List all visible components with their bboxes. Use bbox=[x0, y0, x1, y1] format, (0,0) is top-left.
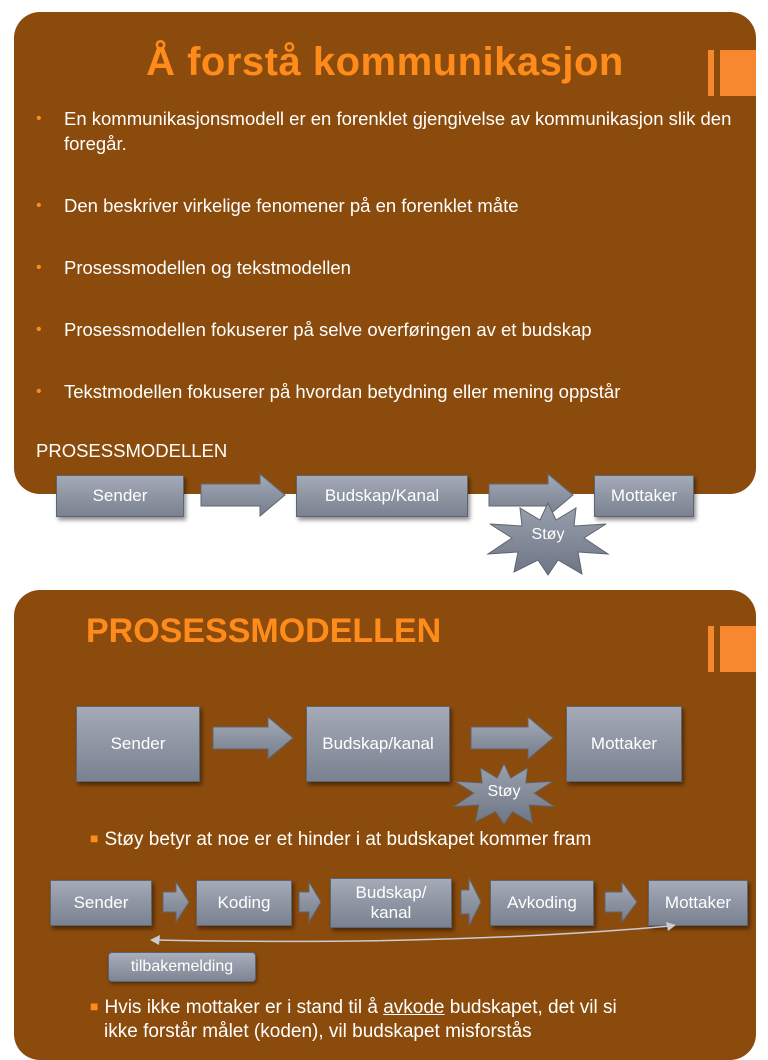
bullet-dot-icon: • bbox=[36, 259, 42, 276]
noise-label: Støy bbox=[531, 526, 565, 543]
avkode-link[interactable]: avkode bbox=[383, 997, 445, 1018]
bullet-dot-icon: • bbox=[36, 383, 42, 400]
receiver-box: Mottaker bbox=[648, 880, 748, 926]
sender-box: Sender bbox=[56, 475, 184, 517]
accent-decoration bbox=[708, 626, 756, 672]
arrow-right-icon bbox=[162, 880, 190, 924]
noise-label: Støy bbox=[487, 783, 521, 800]
receiver-box: Mottaker bbox=[594, 475, 694, 517]
bullet-dot-icon: • bbox=[36, 110, 42, 127]
channel-box: Budskap/ kanal bbox=[330, 878, 452, 928]
receiver-box: Mottaker bbox=[566, 706, 682, 782]
bullet-item: • Tekstmodellen fokuserer på hvordan betydning eller mening oppstår bbox=[36, 381, 621, 402]
channel-box: Budskap/kanal bbox=[306, 706, 450, 782]
section-label: PROSESSMODELLEN bbox=[36, 440, 228, 461]
bullet-item: ■ Hvis ikke mottaker er i stand til å avkode budskapet, det vil si ikke forstår målet (koden), vil budskapet misforstås bbox=[90, 997, 617, 1042]
feedback-label: tilbakemelding bbox=[108, 952, 256, 982]
bullet-dot-icon: • bbox=[36, 321, 42, 338]
bullet-item: • Prosessmodellen fokuserer på selve overføringen av et budskap bbox=[36, 319, 592, 340]
bullet-item: ■ Støy betyr at noe er et hinder i at budskapet kommer fram bbox=[90, 829, 592, 850]
channel-box: Budskap/Kanal bbox=[296, 475, 468, 517]
arrow-right-icon bbox=[298, 880, 322, 924]
decoding-box: Avkoding bbox=[490, 880, 594, 926]
slide-1 bbox=[14, 12, 756, 494]
bullet-item: • Den beskriver virkelige fenomener på en forenklet måte bbox=[36, 195, 519, 216]
arrow-right-icon bbox=[200, 473, 286, 517]
arrow-right-icon bbox=[470, 716, 554, 760]
bullet-item: • En kommunikasjonsmodell er en forenklet gjengivelse av kommunikasjon slik den foregår. bbox=[36, 108, 732, 154]
bullet-square-icon: ■ bbox=[90, 830, 99, 846]
feedback-arrow-icon bbox=[148, 920, 678, 950]
bullet-square-icon: ■ bbox=[90, 998, 99, 1014]
bullet-item: • Prosessmodellen og tekstmodellen bbox=[36, 257, 351, 278]
accent-decoration bbox=[708, 50, 756, 96]
arrow-right-icon bbox=[212, 716, 294, 760]
arrow-right-icon bbox=[604, 880, 638, 924]
sender-box: Sender bbox=[50, 880, 152, 926]
slide-2-title: PROSESSMODELLEN bbox=[86, 612, 442, 650]
bullet-dot-icon: • bbox=[36, 197, 42, 214]
bullet-list bbox=[36, 106, 736, 404]
slide-2 bbox=[14, 590, 756, 1060]
sender-box: Sender bbox=[76, 706, 200, 782]
slide-1-title: Å forstå kommunikasjon bbox=[146, 40, 624, 84]
encoding-box: Koding bbox=[196, 880, 292, 926]
